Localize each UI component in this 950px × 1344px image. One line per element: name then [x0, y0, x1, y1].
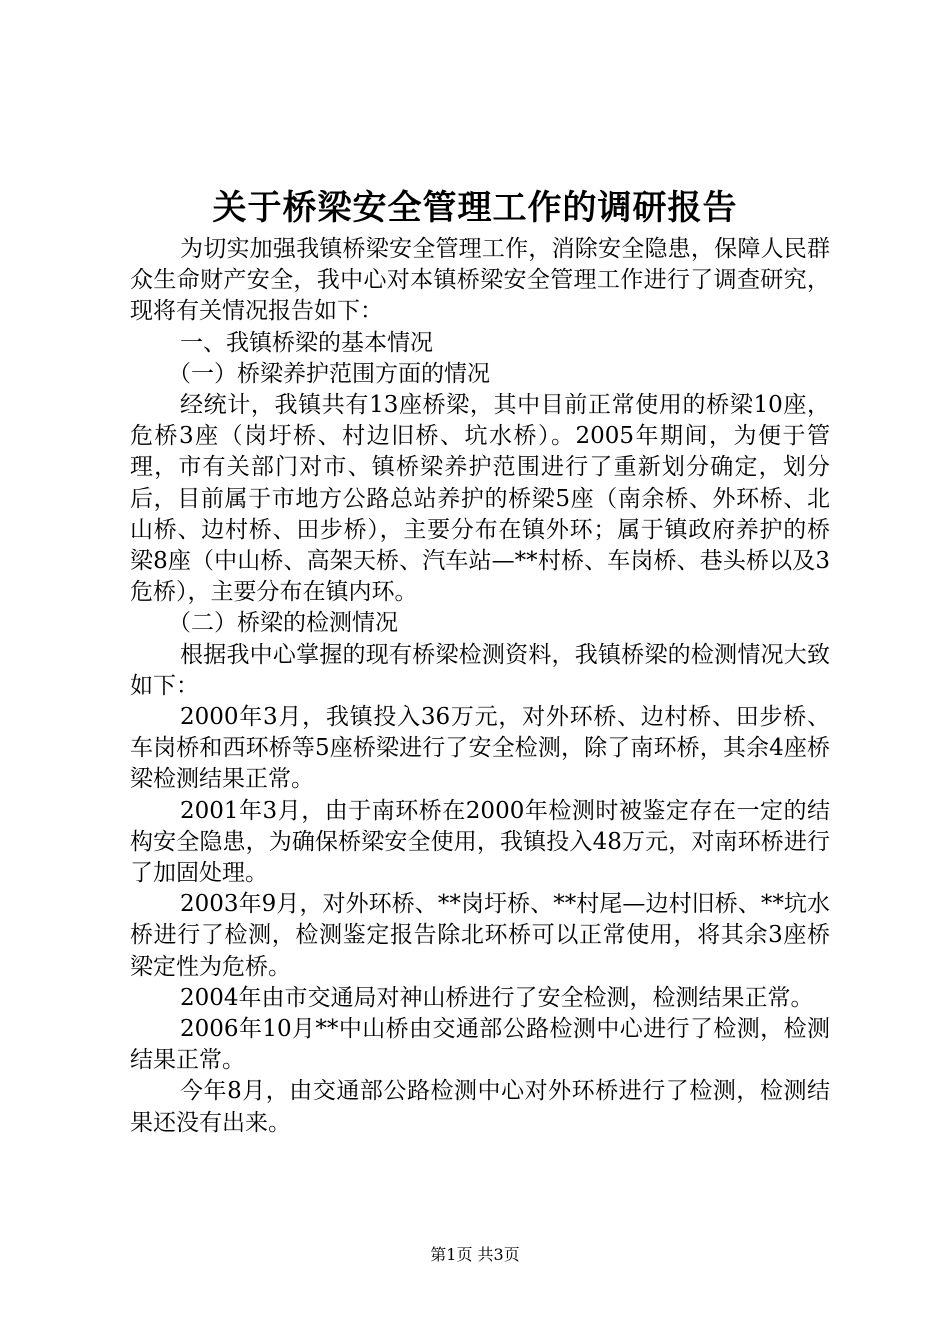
paragraph-2006: 2006年10月**中山桥由交通部公路检测中心进行了检测，检测结果正常。: [130, 1016, 830, 1074]
section-heading-1: 一、我镇桥梁的基本情况: [180, 329, 433, 356]
paragraph-2000: 2000年3月，我镇投入36万元，对外环桥、边村桥、田步桥、车岗桥和西环桥等5座桥梁进行了安全检测，除了南环桥，其余4座桥梁检测结果正常。: [130, 704, 830, 793]
document-body: [130, 234, 830, 1139]
paragraph-this-year: 今年8月，由交通部公路检测中心对外环桥进行了检测，检测结果还没有出来。: [130, 1078, 830, 1136]
intro-paragraph: 为切实加强我镇桥梁安全管理工作，消除安全隐患，保障人民群众生命财产安全，我中心对本镇桥梁安全管理工作进行了调查研究，现将有关情况报告如下：: [130, 236, 830, 325]
document-title: 关于桥梁安全管理工作的调研报告: [212, 188, 738, 228]
page-footer: 第1页 共3页: [430, 1245, 520, 1264]
subsection-heading-1: （一）桥梁养护范围方面的情况: [168, 360, 490, 387]
paragraph-2003: 2003年9月，对外环桥、**岗圩桥、**村尾—边村旧桥、**坑水桥进行了检测，检测鉴定报告除北环桥可以正常使用，将其余3座桥梁定性为危桥。: [130, 891, 830, 980]
paragraph-inspection-intro: 根据我中心掌握的现有桥梁检测资料，我镇桥梁的检测情况大致如下：: [130, 641, 830, 699]
paragraph-statistics: 经统计，我镇共有13座桥梁，其中目前正常使用的桥梁10座，危桥3座（岗圩桥、村边旧桥、坑水桥）。2005年期间，为便于管理，市有关部门对市、镇桥梁养护范围进行了重新划分确定，划分后，目前属于市地方公路总站养护的桥梁5座（南余桥、外环桥、北山桥、边村桥、田步桥），主要分布在镇外环；属于镇政府养护的桥梁8座（中山桥、高架天桥、汽车站—**村桥、车岗桥、巷头桥以及3危桥），主要分布在镇内环。: [130, 392, 830, 606]
subsection-heading-2: （二）桥梁的检测情况: [168, 610, 398, 637]
paragraph-2004: 2004年由市交通局对神山桥进行了安全检测，检测结果正常。: [180, 984, 814, 1011]
paragraph-2001: 2001年3月，由于南环桥在2000年检测时被鉴定存在一定的结构安全隐患，为确保桥梁安全使用，我镇投入48万元，对南环桥进行了加固处理。: [130, 797, 830, 887]
